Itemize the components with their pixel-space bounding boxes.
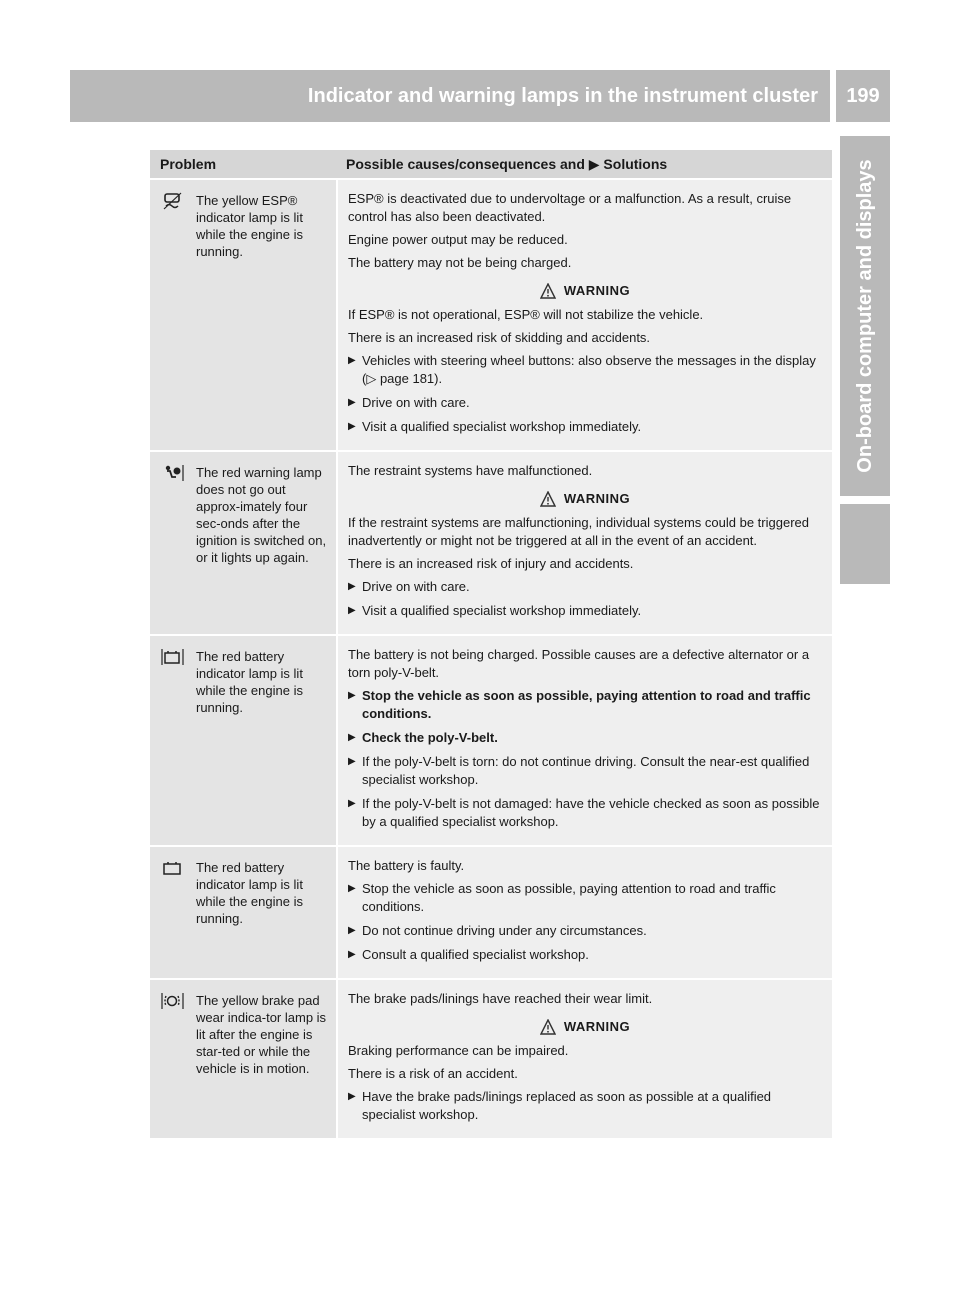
cause-text: The battery may not be being charged.: [348, 255, 572, 270]
step-text: Vehicles with steering wheel buttons: also observe the messages in the display (▷ page 181).: [362, 353, 816, 386]
cause-text: The restraint systems have malfunctioned.: [348, 463, 593, 478]
step-text: Have the brake pads/linings replaced as soon as possible at a qualified specialist workshop.: [362, 1089, 772, 1122]
warning-triangle-icon: [540, 1019, 556, 1035]
lamp-table: [150, 150, 832, 1140]
solution-step: ▶ Stop the vehicle as soon as possible, paying attention to road and traffic conditions.: [348, 687, 822, 723]
step-text: Visit a qualified specialist workshop immediately.: [362, 419, 642, 434]
warning-text: There is an increased risk of injury and accidents.: [348, 556, 634, 571]
solution-step: ▶ Visit a qualified specialist workshop immediately.: [348, 603, 642, 618]
col-solutions: Possible causes/consequences and ▶ Solutions: [346, 155, 668, 172]
cause-text: The battery is faulty.: [348, 858, 465, 873]
warning-triangle-icon: [540, 283, 556, 299]
header-title: Indicator and warning lamps in the instrument cluster: [307, 84, 818, 107]
step-text: Consult a qualified specialist workshop.: [362, 947, 589, 962]
step-text: Do not continue driving under any circumstances.: [362, 923, 647, 938]
warning-text: If the restraint systems are malfunctioning, individual systems could be triggered inadvertently or might not be triggered at all in the event of an accident.: [348, 515, 809, 548]
warning-text: There is an increased risk of skidding and accidents.: [348, 330, 651, 345]
page-number-text: 199: [846, 84, 880, 107]
warning-heading: [348, 282, 822, 300]
step-text: Drive on with care.: [362, 395, 470, 410]
table-row: [150, 636, 832, 847]
step-text: Visit a qualified specialist workshop immediately.: [362, 603, 642, 618]
table-row: [150, 452, 832, 636]
esp-off-icon: [158, 192, 188, 210]
solution-step: ▶ Do not continue driving under any circumstances.: [348, 923, 647, 938]
warning-label: WARNING: [563, 491, 631, 506]
table-row: [150, 847, 832, 980]
warning-text: Braking performance can be impaired.: [348, 1043, 569, 1058]
solution-step: ▶ Vehicles with steering wheel buttons: also observe the messages in the display (▷ page 181).: [348, 352, 822, 388]
side-chapter-label: On-board computer and displays: [853, 159, 876, 473]
table-row: [150, 980, 832, 1140]
problem-text: The yellow brake pad wear indica-tor lamp is lit after the engine is star-ted or while the vehicle is in motion.: [196, 993, 327, 1076]
step-text: If the poly-V-belt is not damaged: have the vehicle checked as soon as possible by a qualified specialist workshop.: [362, 796, 820, 829]
table-row: [150, 180, 832, 452]
step-text: Drive on with care.: [362, 579, 470, 594]
cause-text: ESP® is deactivated due to undervoltage or a malfunction. As a result, cruise control has also been deactivated.: [348, 191, 792, 224]
page-header: [70, 70, 830, 122]
step-text: Stop the vehicle as soon as possible, paying attention to road and traffic conditions.: [362, 881, 776, 914]
solution-step: ▶ Drive on with care.: [348, 395, 470, 410]
step-text: Check the poly-V-belt.: [362, 730, 498, 745]
warning-triangle-icon: [540, 491, 556, 507]
warning-label: WARNING: [563, 283, 631, 298]
side-block: [840, 504, 890, 584]
solution-step: ▶ If the poly-V-belt is not damaged: have the vehicle checked as soon as possible by a qualified specialist workshop.: [348, 795, 822, 831]
cause-text: The battery is not being charged. Possible causes are a defective alternator or a torn poly-V-belt.: [348, 647, 810, 680]
warning-text: There is a risk of an accident.: [348, 1066, 518, 1081]
warning-heading: [348, 490, 822, 508]
problem-text: The red warning lamp does not go out approx-imately four sec-onds after the ignition is switched on, or it lights up again.: [196, 465, 327, 565]
cause-text: Engine power output may be reduced.: [348, 232, 568, 247]
problem-text: The red battery indicator lamp is lit while the engine is running.: [196, 649, 303, 715]
solution-step: ▶ Drive on with care.: [348, 579, 470, 594]
solution-step: ▶ Stop the vehicle as soon as possible, paying attention to road and traffic conditions.: [348, 880, 822, 916]
airbag-icon: [158, 464, 188, 482]
problem-text: The red battery indicator lamp is lit while the engine is running.: [196, 860, 303, 926]
cause-text: The brake pads/linings have reached their wear limit.: [348, 991, 653, 1006]
warning-text: If ESP® is not operational, ESP® will not stabilize the vehicle.: [348, 307, 704, 322]
step-text: If the poly-V-belt is torn: do not continue driving. Consult the near-est qualified specialist workshop.: [362, 754, 810, 787]
solution-step: ▶ Have the brake pads/linings replaced as soon as possible at a qualified specialist workshop.: [348, 1088, 822, 1124]
solution-step: ▶ Check the poly-V-belt.: [348, 730, 498, 745]
col-problem: Problem: [160, 156, 217, 172]
battery-icon: [158, 648, 188, 666]
battery-icon: [158, 859, 188, 877]
solution-step: ▶ If the poly-V-belt is torn: do not continue driving. Consult the near-est qualified specialist workshop.: [348, 753, 822, 789]
warning-heading: [348, 1018, 822, 1036]
brake-pad-icon: [158, 992, 188, 1010]
page-number: [836, 70, 890, 122]
table-header: [150, 150, 832, 180]
warning-label: WARNING: [563, 1019, 631, 1034]
step-text: Stop the vehicle as soon as possible, paying attention to road and traffic conditions.: [362, 688, 811, 721]
problem-text: The yellow ESP® indicator lamp is lit while the engine is running.: [196, 193, 303, 259]
solution-step: ▶ Consult a qualified specialist workshop.: [348, 947, 589, 962]
solution-step: ▶ Visit a qualified specialist workshop immediately.: [348, 419, 642, 434]
